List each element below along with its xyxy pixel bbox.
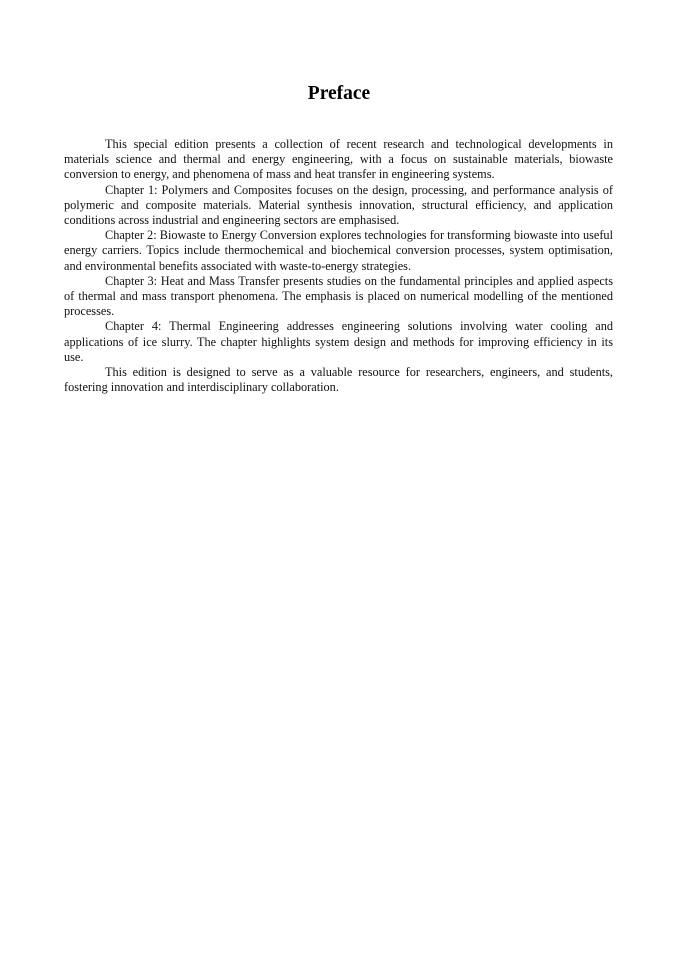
paragraph-intro: This special edition presents a collection of recent research and technological developments in materials science and thermal and energy engineering, with a focus on sustainable materials, biowaste conversion to energy, and phenomena of mass and heat transfer in engineering systems. xyxy=(64,137,613,182)
page-title: Preface xyxy=(307,83,371,104)
paragraph-chapter-1: Chapter 1: Polymers and Composites focuses on the design, processing, and performance analysis of polymeric and composite materials. Material synthesis innovation, structural efficiency, and application conditions across industrial and engineering sectors are emphasised. xyxy=(64,182,613,228)
paragraph-chapter-2: Chapter 2: Biowaste to Energy Conversion explores technologies for transforming biowaste into useful energy carriers. Topics include thermochemical and biochemical conversion processes, system optimisation, and environmental benefits associated with waste-to-energy strategies. xyxy=(64,228,613,273)
paragraph-chapter-3: Chapter 3: Heat and Mass Transfer presents studies on the fundamental principles and applied aspects of thermal and mass transport phenomena. The emphasis is placed on numerical modelling of the mentioned processes. xyxy=(64,273,613,319)
preface-body xyxy=(64,137,613,395)
paragraph-chapter-4: Chapter 4: Thermal Engineering addresses engineering solutions involving water cooling and applications of ice slurry. The chapter highlights system design and methods for improving efficiency in its use. xyxy=(64,319,613,364)
paragraph-closing: This edition is designed to serve as a valuable resource for researchers, engineers, and students, fostering innovation and interdisciplinary collaboration. xyxy=(64,365,613,395)
